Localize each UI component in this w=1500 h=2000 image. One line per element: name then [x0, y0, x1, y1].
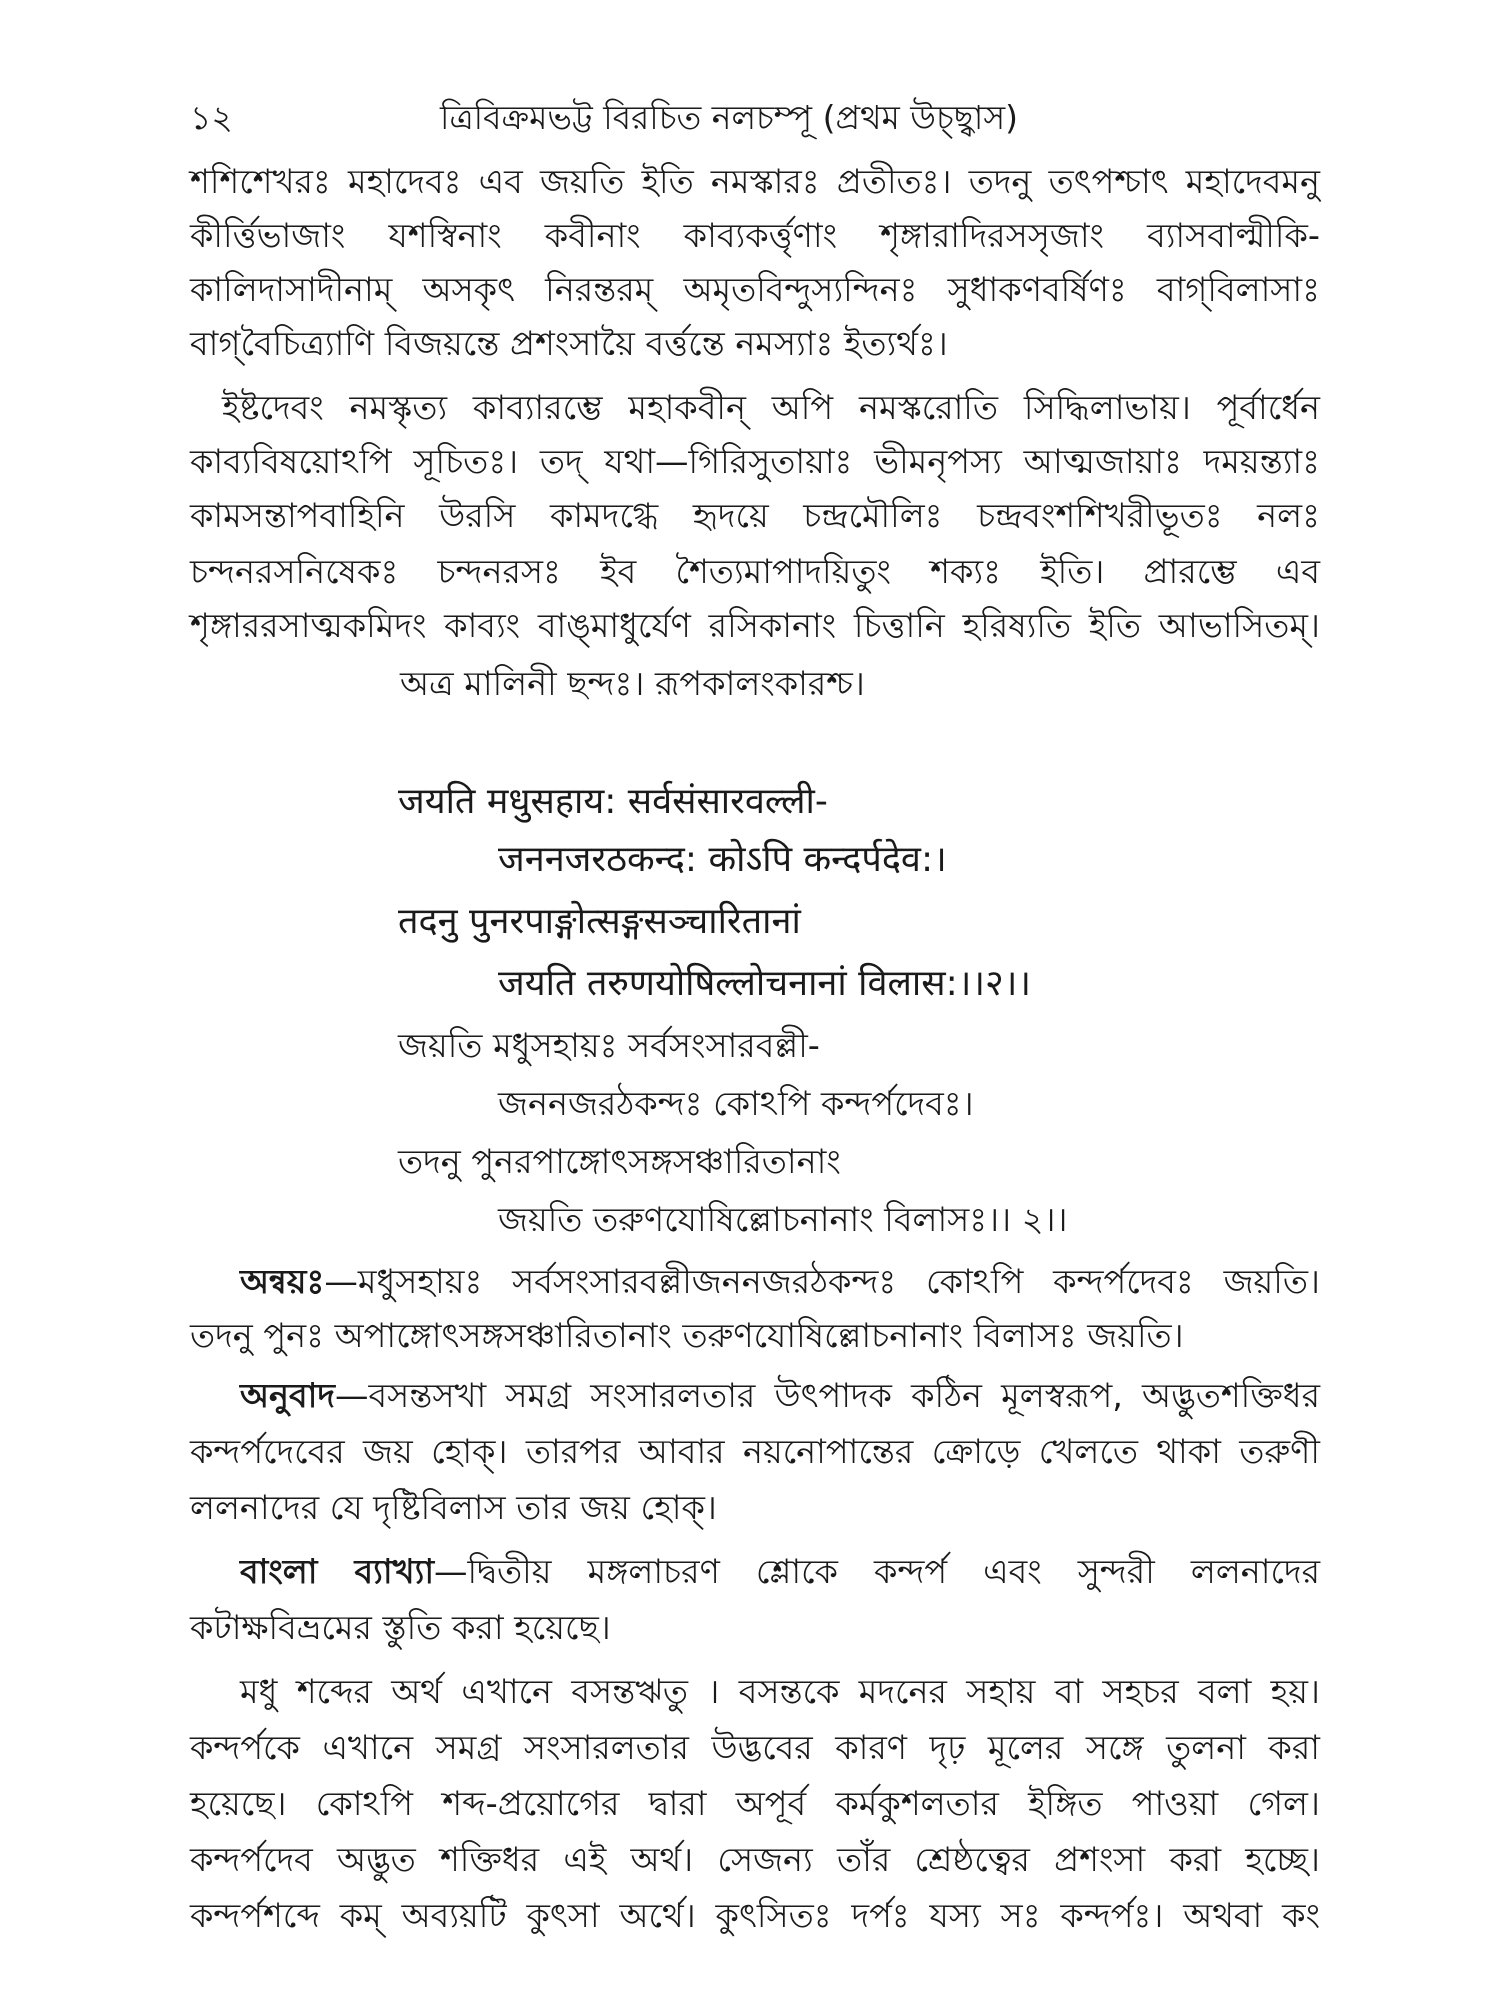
vyakhya-line: কটাক্ষবিভ্রমের স্তুতি করা হয়েছে। [190, 1608, 611, 1647]
commentary-line: কামসন্তাপবাহিনি উরসি কামদগ্ধে হৃদয়ে চন্দ্রমৌলিঃ চন্দ্রবংশশিখরীভূতঃ নলঃ [190, 496, 1320, 535]
explanation-line: মধু শব্দের অর্থ এখানে বসন্তঋতু । বসন্তকে মদনের সহায় বা সহচর বলা হয়। [240, 1672, 1320, 1711]
verse-bengali-line: জননজরঠকন্দঃ কোঽপি কন্দর্পদেবঃ। [498, 1084, 974, 1123]
verse-devanagari-line: जयति तरुणयोषिल्लोचनानां विलास:।।२।। [498, 963, 1032, 1004]
anubad-label: অনুবাদ [240, 1376, 335, 1415]
commentary-line: ইষ্টদেবং নমস্কৃত্য কাব্যারম্ভে মহাকবীন্ অপি নমস্করোতি সিদ্ধিলাভায়। পূর্বার্ধেন [222, 388, 1320, 427]
verse-devanagari-line: जयति मधुसहाय: सर्वसंसारवल्ली- [398, 781, 828, 822]
anubad-line [240, 1376, 1320, 1416]
vyakhya-label: বাংলা ব্যাখ্যা [240, 1552, 435, 1591]
commentary-line: কীর্ত্তিভাজাং যশস্বিনাং কবীনাং কাব্যকর্ত্তৃণাং শৃঙ্গারাদিরসসৃজাং ব্যাসবাল্মীকি- [190, 216, 1320, 255]
anvaya-line [240, 1262, 1320, 1302]
commentary-line: চন্দনরসনিষেকঃ চন্দনরসঃ ইব শৈত্যমাপাদয়িতুং শক্যঃ ইতি। প্রারম্ভে এব [190, 552, 1320, 591]
verse-devanagari-line: जननजरठकन्द: कोऽपि कन्दर्पदेव:। [498, 839, 947, 880]
page-number: ১২ [190, 98, 233, 137]
commentary-line: বাগ্‌বৈচিত্র্যাণি বিজয়ন্তে প্রশংসায়ৈ বর্ত্তন্তে নমস্যাঃ ইত্যর্থঃ। [190, 324, 948, 363]
anubad-line: ললনাদের যে দৃষ্টিবিলাস তার জয় হোক্। [190, 1488, 717, 1527]
running-title: ত্রিবিক্রমভট্ট বিরচিত নলচম্পূ (প্রথম উচ্ছ্বাস) [440, 98, 1019, 137]
commentary-line: শশিশেখরঃ মহাদেবঃ এব জয়তি ইতি নমস্কারঃ প্রতীতঃ। তদনু তৎপশ্চাৎ মহাদেবমনু [190, 162, 1320, 201]
anubad-line: কন্দর্পদেবের জয় হোক্। তারপর আবার নয়নোপান্তের ক্রোড়ে খেলতে থাকা তরুণী [190, 1432, 1320, 1471]
anvaya-line: তদনু পুনঃ অপাঙ্গোৎসঙ্গসঞ্চারিতানাং তরুণযোষিল্লোচনানাং বিলাসঃ জয়তি। [190, 1316, 1184, 1355]
commentary-line: কালিদাসাদীনাম্ অসকৃৎ নিরন্তরম্ অমৃতবিন্দুস্যন্দিনঃ সুধাকণবর্ষিণঃ বাগ্‌বিলাসাঃ [190, 270, 1320, 309]
anubad-text: —বসন্তসখা সমগ্র সংসারলতার উৎপাদক কঠিন মূলস্বরূপ, অদ্ভুতশক্তিধর [334, 1376, 1320, 1415]
verse-bengali-line: জয়তি মধুসহায়ঃ সর্বসংসারবল্লী- [398, 1026, 820, 1065]
vyakhya-text: —দ্বিতীয় মঙ্গলাচরণ শ্লোকে কন্দর্প এবং সুন্দরী ললনাদের [434, 1552, 1320, 1591]
explanation-line: হয়েছে। কোঽপি শব্দ-প্রয়োগের দ্বারা অপূর্ব কর্মকুশলতার ইঙ্গিত পাওয়া গেল। [190, 1784, 1320, 1823]
verse-bengali-line: জয়তি তরুণযোষিল্লোচনানাং বিলাসঃ।। ২।। [498, 1200, 1068, 1239]
commentary-line: শৃঙ্গাররসাত্মকমিদং কাব্যং বাঙ্‌মাধুর্যেণ রসিকানাং চিত্তানি হরিষ্যতি ইতি আভাসিতম্। [190, 606, 1320, 645]
verse-devanagari-line: तदनु पुनरपाङ्गोत्सङ्गसञ्चारितानां [398, 901, 801, 942]
metre-note: অত্র মালিনী ছন্দঃ। রূপকালংকারশ্চ। [400, 664, 865, 703]
explanation-line: কন্দর্পকে এখানে সমগ্র সংসারলতার উদ্ভবের কারণ দৃঢ় মূলের সঙ্গে তুলনা করা [190, 1728, 1320, 1767]
explanation-line: কন্দর্পশব্দে কম্ অব্যয়টি কুৎসা অর্থে। কুৎসিতঃ দর্পঃ যস্য সঃ কন্দর্পঃ। অথবা কং [190, 1896, 1320, 1935]
page-header [190, 92, 1320, 142]
commentary-line: কাব্যবিষয়োঽপি সূচিতঃ। তদ্ যথা—গিরিসুতায়াঃ ভীমনৃপস্য আত্মজায়াঃ দময়ন্ত্যাঃ [190, 442, 1320, 481]
vyakhya-line [240, 1552, 1320, 1592]
anvaya-text: —মধুসহায়ঃ সর্বসংসারবল্লীজননজরঠকন্দঃ কোঽপি কন্দর্পদেবঃ জয়তি। [324, 1262, 1320, 1301]
explanation-line: কন্দর্পদেব অদ্ভুত শক্তিধর এই অর্থ। সেজন্য তাঁর শ্রেষ্ঠত্বের প্রশংসা করা হচ্ছে। [190, 1840, 1320, 1879]
verse-bengali-line: তদনু পুনরপাঙ্গোৎসঙ্গসঞ্চারিতানাং [398, 1142, 841, 1181]
anvaya-label: অন্বয়ঃ [240, 1262, 325, 1301]
